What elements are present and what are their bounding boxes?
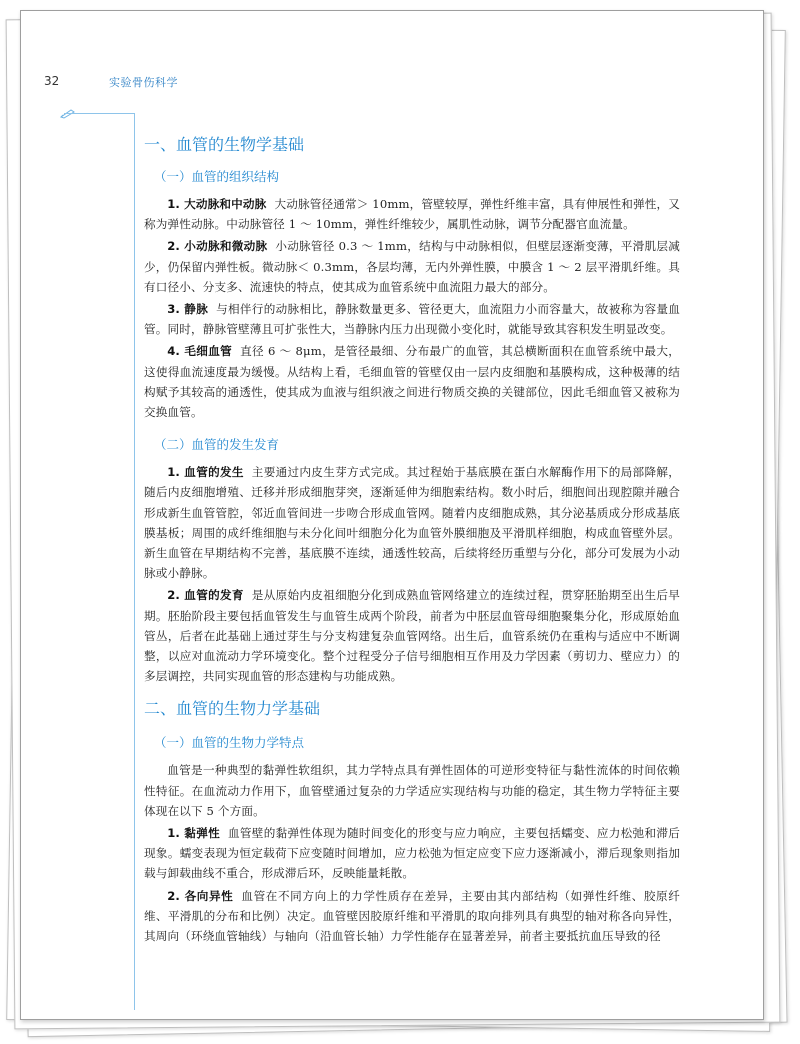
paragraph: [144, 585, 680, 686]
paragraph: [144, 760, 680, 821]
paragraph-text: 主要通过内皮生芽方式完成。其过程始于基底膜在蛋白水解酶作用下的局部降解，随后内皮细胞增殖、迁移并形成细胞芽突，逐渐延伸为细胞索结构。数小时后，细胞间出现腔隙并融合形成新生血管管腔，邻近血管间进一步吻合形成血管网。随着内皮细胞成熟，其分泌基质成分形成基底膜基板；周围的成纤维细胞与未分化间叶细胞分化为血管外膜细胞及平滑肌样细胞，构成血管壁外层。新生血管在早期结构不完善，基底膜不连续，通透性较高，后续将经历重塑与分化，部分可发展为小动脉或小静脉。: [144, 465, 680, 581]
paragraph-text: 与相伴行的动脉相比，静脉数量更多、管径更大，血流阻力小而容量大，故被称为容量血管。同时，静脉管壁薄且可扩张性大，当静脉内压力出现微小变化时，就能导致其容积发生明显改变。: [144, 302, 680, 337]
paragraph: [144, 823, 680, 884]
paragraph-text: 大动脉管径通常＞ 10mm，管壁较厚，弹性纤维丰富，具有伸展性和弹性，又称为弹性动脉。中动脉管径 1 ～ 10mm，弹性纤维较少，属肌性动脉，调节分配器官血流量。: [144, 197, 680, 232]
paragraph: [144, 236, 680, 297]
decorative-rule-vertical: [134, 113, 135, 1010]
decorative-rule-horizontal: [64, 113, 134, 114]
paragraph-term: 3. 静脉: [167, 302, 209, 317]
paragraph-text: 血管是一种典型的黏弹性软组织，其力学特点具有弹性固体的可逆形变特征与黏性流体的时间依赖性特征。在血流动力作用下，血管壁通过复杂的力学适应实现结构与功能的稳定，其生物力学特征主要体现在以下 5 个方面。: [144, 763, 680, 818]
paragraph-term: 2. 各向异性: [167, 888, 234, 903]
paragraph-text: 血管壁的黏弹性体现为随时间变化的形变与应力响应，主要包括蠕变、应力松弛和滞后现象。蠕变表现为恒定载荷下应变随时间增加，应力松弛为恒定应变下应力逐渐减小，滞后现象则指加载与卸载曲线不重合，形成滞后环，反映能量耗散。: [144, 826, 680, 881]
paragraph-text: 血管在不同方向上的力学性质存在差异，主要由其内部结构（如弹性纤维、胶原纤维、平滑肌的分布和比例）决定。血管壁因胶原纤维和平滑肌的取向排列具有典型的轴对称各向异性，其周向（环绕血管轴线）与轴向（沿血管长轴）力学性能存在显著差异，前者主要抵抗血压导致的径: [144, 888, 681, 944]
paragraph-term: 4. 毛细血管: [167, 344, 233, 359]
paragraph-term: 2. 血管的发育: [167, 588, 244, 603]
paragraph-text: 小动脉管径 0.3 ～ 1mm，结构与中动脉相似，但壁层逐渐变薄，平滑肌层减少，仍保留内弹性板。微动脉＜ 0.3mm，各层均薄，无内外弹性膜，中膜含 1 ～ 2 层平滑肌纤维。具有口径小、分支多、流速快的特点，使其成为血管系统中血流阻力最大的部分。: [144, 239, 680, 294]
subsection-heading: （一）血管的组织结构: [154, 169, 280, 184]
paragraph-term: 2. 小动脉和微动脉: [167, 239, 268, 254]
paragraph-term: 1. 黏弹性: [167, 826, 220, 841]
paragraph-text: 是从原始内皮祖细胞分化到成熟血管网络建立的连续过程，贯穿胚胎期至出生后早期。胚胎阶段主要包括血管发生与血管生成两个阶段，前者为中胚层血管母细胞聚集分化，形成原始血管丛，后者在此基础上通过芽生与分支构建复杂血管网络。出生后，血管系统仍在重构与适应中不断调整，以应对血流动力学环境变化。整个过程受分子信号细胞相互作用及力学因素（剪切力、壁应力）的多层调控，共同实现血管的形态建构与功能成熟。: [144, 588, 680, 684]
section-heading: 一、血管的生物学基础: [144, 135, 305, 154]
paragraph: [144, 299, 680, 339]
subsection-heading: （二）血管的发生发育: [154, 437, 280, 453]
running-title: 实验骨伤科学: [109, 76, 178, 89]
paragraph: [144, 194, 680, 234]
paragraph-term: 1. 血管的发生: [167, 465, 244, 480]
paragraph: [144, 886, 680, 947]
page-number: 32: [44, 74, 60, 88]
subsection-heading: （一）血管的生物力学特点: [154, 735, 305, 751]
paragraph: [144, 462, 680, 583]
paragraph-term: 1. 大动脉和中动脉: [167, 197, 267, 211]
paragraph: [144, 341, 680, 422]
paragraph-text: 直径 6 ～ 8μm，是管径最细、分布最广的血管，其总横断面积在血管系统中最大，这使得血流速度最为缓慢。从结构上看，毛细血管的管壁仅由一层内皮细胞和基膜构成，这种极薄的结构赋予其较高的通透性，使其成为血液与组织液之间进行物质交换的关键部位，因此毛细血管又被称为交换血管。: [144, 344, 680, 420]
page-body: [144, 130, 680, 948]
section-heading: 二、血管的生物力学基础: [144, 699, 321, 719]
